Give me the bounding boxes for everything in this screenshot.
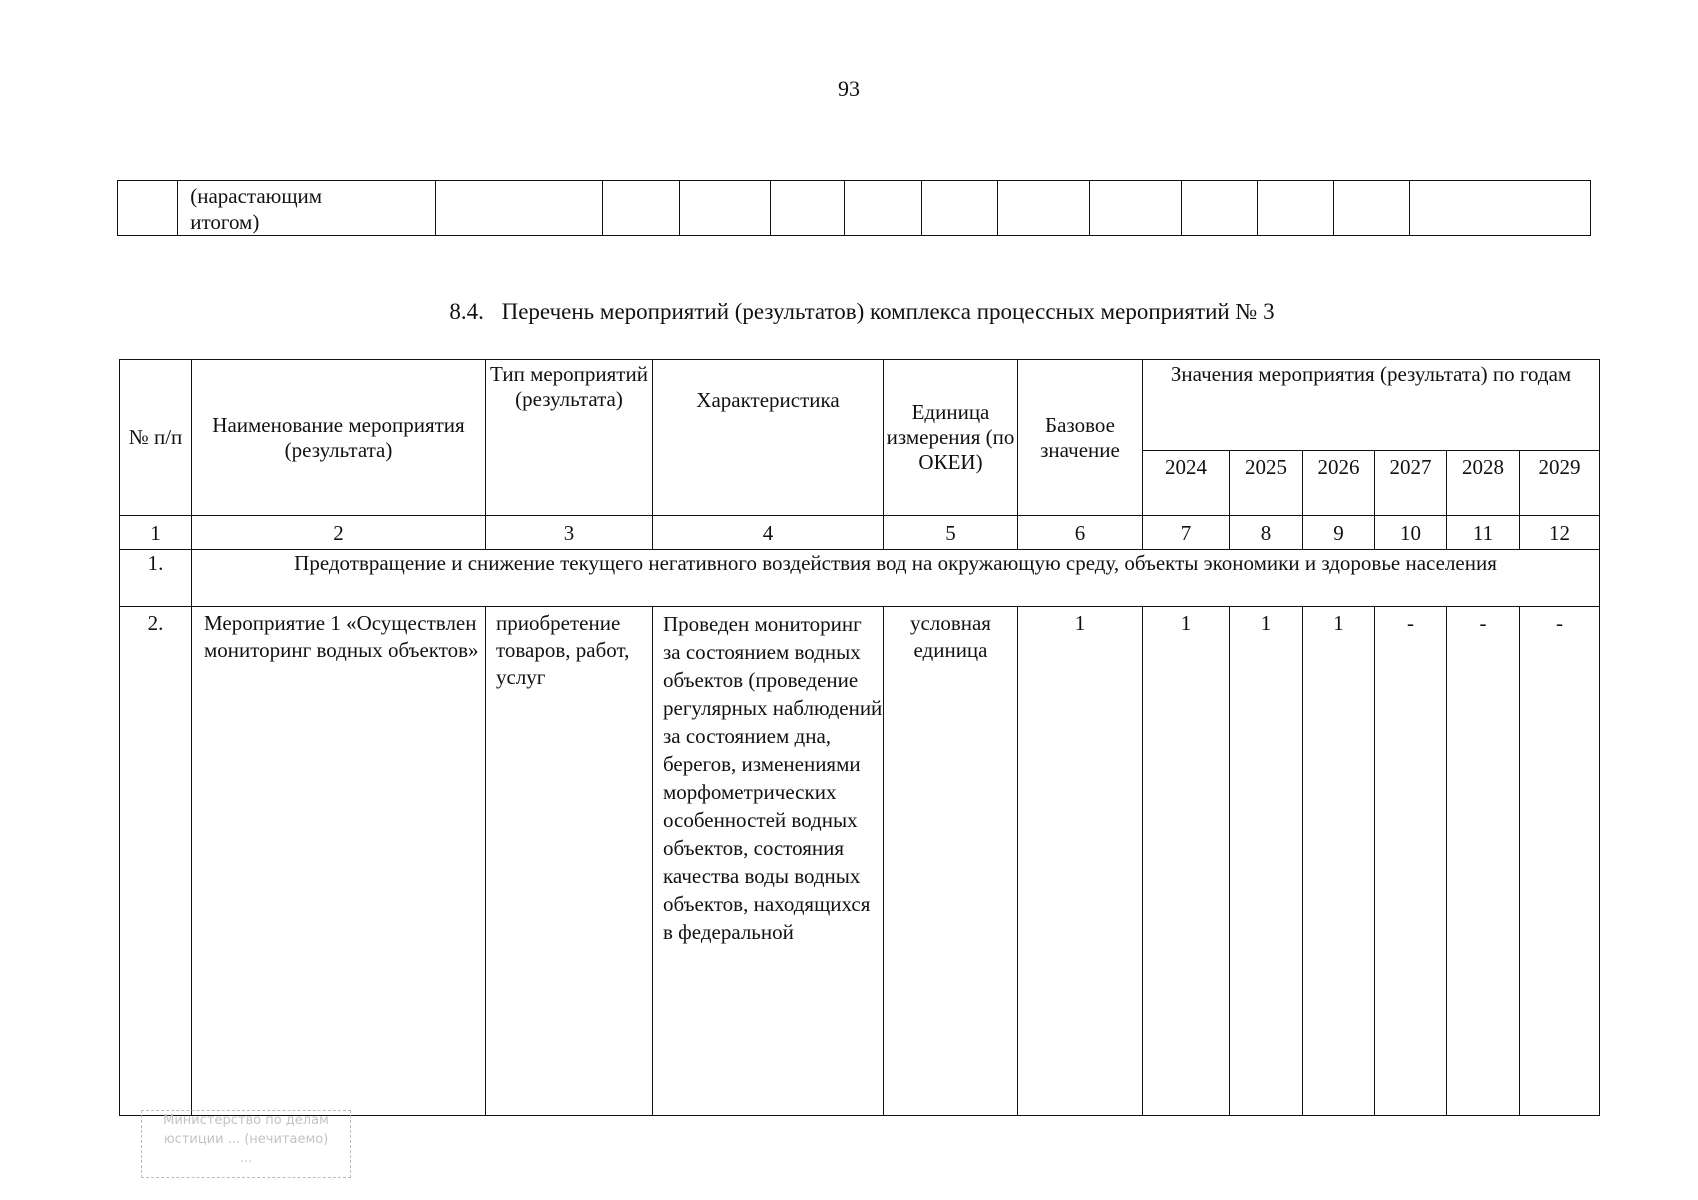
item-characteristic: Проведен мониторинг за состоянием водных объектов (проведение регулярных наблюдений за состоянием дна, берегов, изменениями морфометрических особенностей водных объектов, состояния качества воды водных объектов, находящихся в федеральной xyxy=(653,607,884,1116)
item-base-value: 1 xyxy=(1018,607,1143,1116)
column-number: 12 xyxy=(1520,516,1600,550)
continuation-row xyxy=(118,181,1591,236)
header-year: 2029 xyxy=(1520,451,1600,516)
section-row xyxy=(120,550,1600,607)
item-unit: условная единица xyxy=(884,607,1018,1116)
section-row-text: Предотвращение и снижение текущего негативного воздействия вод на окружающую среду, объекты экономики и здоровье населения xyxy=(192,550,1600,607)
item-value-2029: - xyxy=(1520,607,1600,1116)
registration-stamp xyxy=(141,1110,351,1178)
header-row xyxy=(120,360,1600,451)
continuation-text-line2: итогом) xyxy=(190,210,260,234)
header-year: 2028 xyxy=(1447,451,1520,516)
column-number: 5 xyxy=(884,516,1018,550)
section-title-text: Перечень мероприятий (результатов) комплекса процессных мероприятий № 3 xyxy=(501,299,1275,324)
stamp-line: юстиции ... (нечитаемо) xyxy=(163,1132,329,1147)
column-number: 3 xyxy=(486,516,653,550)
column-number: 2 xyxy=(192,516,486,550)
cell xyxy=(118,181,178,236)
header-unit: Единица измерения (по ОКЕИ) xyxy=(884,360,1018,516)
continuation-text-cell xyxy=(178,181,436,236)
stamp-line: ... xyxy=(239,1151,253,1166)
column-number-row xyxy=(120,516,1600,550)
cell xyxy=(770,181,844,236)
cell xyxy=(1090,181,1182,236)
page-number: 93 xyxy=(838,76,860,101)
item-value-2024: 1 xyxy=(1143,607,1230,1116)
header-year: 2027 xyxy=(1375,451,1447,516)
item-value-2025: 1 xyxy=(1230,607,1303,1116)
cell xyxy=(922,181,998,236)
section-number: 8.4. xyxy=(449,299,484,324)
cell xyxy=(1410,181,1591,236)
section-row-number: 1. xyxy=(120,550,192,607)
header-characteristic: Характеристика xyxy=(653,360,884,516)
item-value-2026: 1 xyxy=(1303,607,1375,1116)
header-no: № п/п xyxy=(120,360,192,516)
item-number: 2. xyxy=(120,607,192,1116)
continuation-text-line1: (нарастающим xyxy=(190,184,323,208)
item-type: приобретение товаров, работ, услуг xyxy=(486,607,653,1116)
cell xyxy=(602,181,679,236)
cell xyxy=(436,181,603,236)
item-value-2027: - xyxy=(1375,607,1447,1116)
cell xyxy=(1258,181,1334,236)
header-values-by-year: Значения мероприятия (результата) по годам xyxy=(1143,360,1600,451)
column-number: 7 xyxy=(1143,516,1230,550)
item-value-2028: - xyxy=(1447,607,1520,1116)
column-number: 9 xyxy=(1303,516,1375,550)
column-number: 4 xyxy=(653,516,884,550)
table-row xyxy=(120,607,1600,1116)
header-name: Наименование мероприятия (результата) xyxy=(192,360,486,516)
cell xyxy=(1181,181,1257,236)
cell xyxy=(998,181,1090,236)
header-base: Базовое значение xyxy=(1018,360,1143,516)
column-number: 8 xyxy=(1230,516,1303,550)
column-number: 1 xyxy=(120,516,192,550)
item-name: Мероприятие 1 «Осуществлен мониторинг водных объектов» xyxy=(192,607,486,1116)
header-year: 2025 xyxy=(1230,451,1303,516)
cell xyxy=(680,181,771,236)
column-number: 11 xyxy=(1447,516,1520,550)
cell xyxy=(844,181,921,236)
header-type: Тип мероприятий (результата) xyxy=(486,360,653,516)
column-number: 6 xyxy=(1018,516,1143,550)
stamp-line: Министерство по делам xyxy=(163,1113,329,1128)
header-year: 2026 xyxy=(1303,451,1375,516)
continuation-table xyxy=(117,180,1591,236)
section-title xyxy=(117,299,1607,325)
header-year: 2024 xyxy=(1143,451,1230,516)
cell xyxy=(1334,181,1410,236)
column-number: 10 xyxy=(1375,516,1447,550)
activities-table xyxy=(119,359,1600,1116)
